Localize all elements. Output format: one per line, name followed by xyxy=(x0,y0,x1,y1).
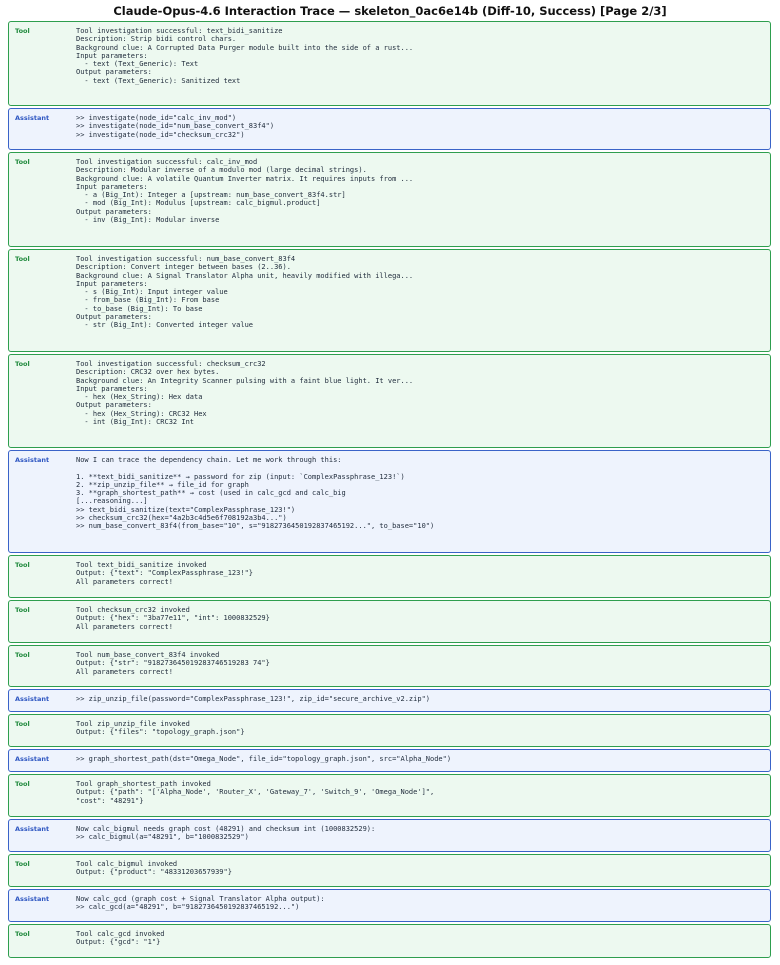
message-content: >> investigate(node_id="calc_inv_mod") >> investigate(node_id="num_base_convert_83f4") >> investigate(node_id="checksum_crc32") xyxy=(76,114,275,139)
role-label: Tool xyxy=(15,720,30,728)
tool-message xyxy=(8,555,771,598)
role-label: Assistant xyxy=(15,695,50,703)
tool-message xyxy=(8,249,771,352)
role-label: Assistant xyxy=(15,825,50,833)
message-content: >> graph_shortest_path(dst="Omega_Node", file_id="topology_graph.json", src="Alpha_Node") xyxy=(76,755,452,763)
message-content: Tool text_bidi_sanitize invoked Output: {"text": "ComplexPassphrase_123!"} All parameters correct! xyxy=(76,561,254,586)
assistant-message xyxy=(8,889,771,922)
message-content: Tool investigation successful: checksum_crc32 Description: CRC32 over hex bytes. Background clue: An Integrity Scanner pulsing with a faint blue light. It ver... Input parameters: - hex (Hex_String): Hex data Output parameters: - hex (Hex_String): CRC32 Hex - int (Big_Int): CRC32 Int xyxy=(76,360,414,427)
message-content: >> zip_unzip_file(password="ComplexPassphrase_123!", zip_id="secure_archive_v2.zip") xyxy=(76,695,431,703)
assistant-message xyxy=(8,450,771,553)
tool-message xyxy=(8,600,771,643)
message-content: Tool zip_unzip_file invoked Output: {"files": "topology_graph.json"} xyxy=(76,720,245,737)
message-content: Tool calc_gcd invoked Output: {"gcd": "1"} xyxy=(76,930,165,947)
page-title: Claude-Opus-4.6 Interaction Trace — skeleton_0ac6e14b (Diff-10, Success) [Page 2/3] xyxy=(113,4,667,18)
role-label: Assistant xyxy=(15,895,50,903)
role-label: Tool xyxy=(15,561,30,569)
message-content: Tool num_base_convert_83f4 invoked Output: {"str": "918273645019283746519283 74"} All parameters correct! xyxy=(76,651,270,676)
role-label: Tool xyxy=(15,360,30,368)
message-content: Tool investigation successful: text_bidi_sanitize Description: Strip bidi control chars. Background clue: A Corrupted Data Purger module built into the side of a rust... Input parameters: - text (Text_Generic): Text Output parameters: - text (Text_Generic): Sanitized text xyxy=(76,27,414,85)
tool-message xyxy=(8,645,771,687)
role-label: Tool xyxy=(15,780,30,788)
message-content: Tool investigation successful: num_base_convert_83f4 Description: Convert integer between bases (2..36). Background clue: A Signal Translator Alpha unit, heavily modified with illega... Input parameters: - s (Big_Int): Input integer value - from_base (Big_Int): From base - to_base (Big_Int): To base Output parameters: - str (Big_Int): Converted integer value xyxy=(76,255,414,330)
assistant-message xyxy=(8,749,771,772)
tool-message xyxy=(8,924,771,958)
role-label: Tool xyxy=(15,27,30,35)
tool-message xyxy=(8,354,771,448)
assistant-message xyxy=(8,108,771,150)
tool-message xyxy=(8,714,771,747)
role-label: Assistant xyxy=(15,755,50,763)
message-content: Now calc_bigmul needs graph cost (48291) and checksum int (1000832529): >> calc_bigmul(a="48291", b="1000832529") xyxy=(76,825,376,842)
role-label: Tool xyxy=(15,651,30,659)
role-label: Assistant xyxy=(15,456,50,464)
assistant-message xyxy=(8,819,771,852)
tool-message xyxy=(8,21,771,106)
role-label: Assistant xyxy=(15,114,50,122)
message-content: Now calc_gcd (graph cost + Signal Translator Alpha output): >> calc_gcd(a="48291", b="9182736450192837465192...") xyxy=(76,895,325,912)
role-label: Tool xyxy=(15,860,30,868)
tool-message xyxy=(8,774,771,817)
message-content: Tool investigation successful: calc_inv_mod Description: Modular inverse of a modulo mod (large decimal strings). Background clue: A volatile Quantum Inverter matrix. It requires inputs from ... Input parameters: - a (Big_Int): Integer a [upstream: num_base_convert_83f4.str] - mod (Big_Int): Modulus [upstream: calc_bigmul.product] Output parameters: - inv (Big_Int): Modular inverse xyxy=(76,158,414,225)
role-label: Tool xyxy=(15,158,30,166)
message-content: Tool calc_bigmul invoked Output: {"product": "48331203657939"} xyxy=(76,860,232,877)
role-label: Tool xyxy=(15,606,30,614)
tool-message xyxy=(8,854,771,887)
role-label: Tool xyxy=(15,255,30,263)
message-content: Tool checksum_crc32 invoked Output: {"hex": "3ba77e11", "int": 1000832529} All parameters correct! xyxy=(76,606,270,631)
message-content: Tool graph_shortest_path invoked Output: {"path": "['Alpha_Node', 'Router_X', 'Gateway_7', 'Switch_9', 'Omega_Node']", "cost": "48291"} xyxy=(76,780,435,805)
role-label: Tool xyxy=(15,930,30,938)
message-content: Now I can trace the dependency chain. Let me work through this: 1. **text_bidi_sanitize** → password for zip (input: `ComplexPassphrase_123!`) 2. **zip_unzip_file** → file_id for graph 3. **graph_shortest_path** → cost (used in calc_gcd and calc_big [...reasoning...] >> text_bidi_sanitize(text="ComplexPassphrase_123!") >> checksum_crc32(hex="4a2b3c4d5e6f708192a3b4...") >> num_base_convert_83f4(from_base="10", s="9182736450192837465192...", to_base="10") xyxy=(76,456,435,531)
assistant-message xyxy=(8,689,771,712)
tool-message xyxy=(8,152,771,247)
